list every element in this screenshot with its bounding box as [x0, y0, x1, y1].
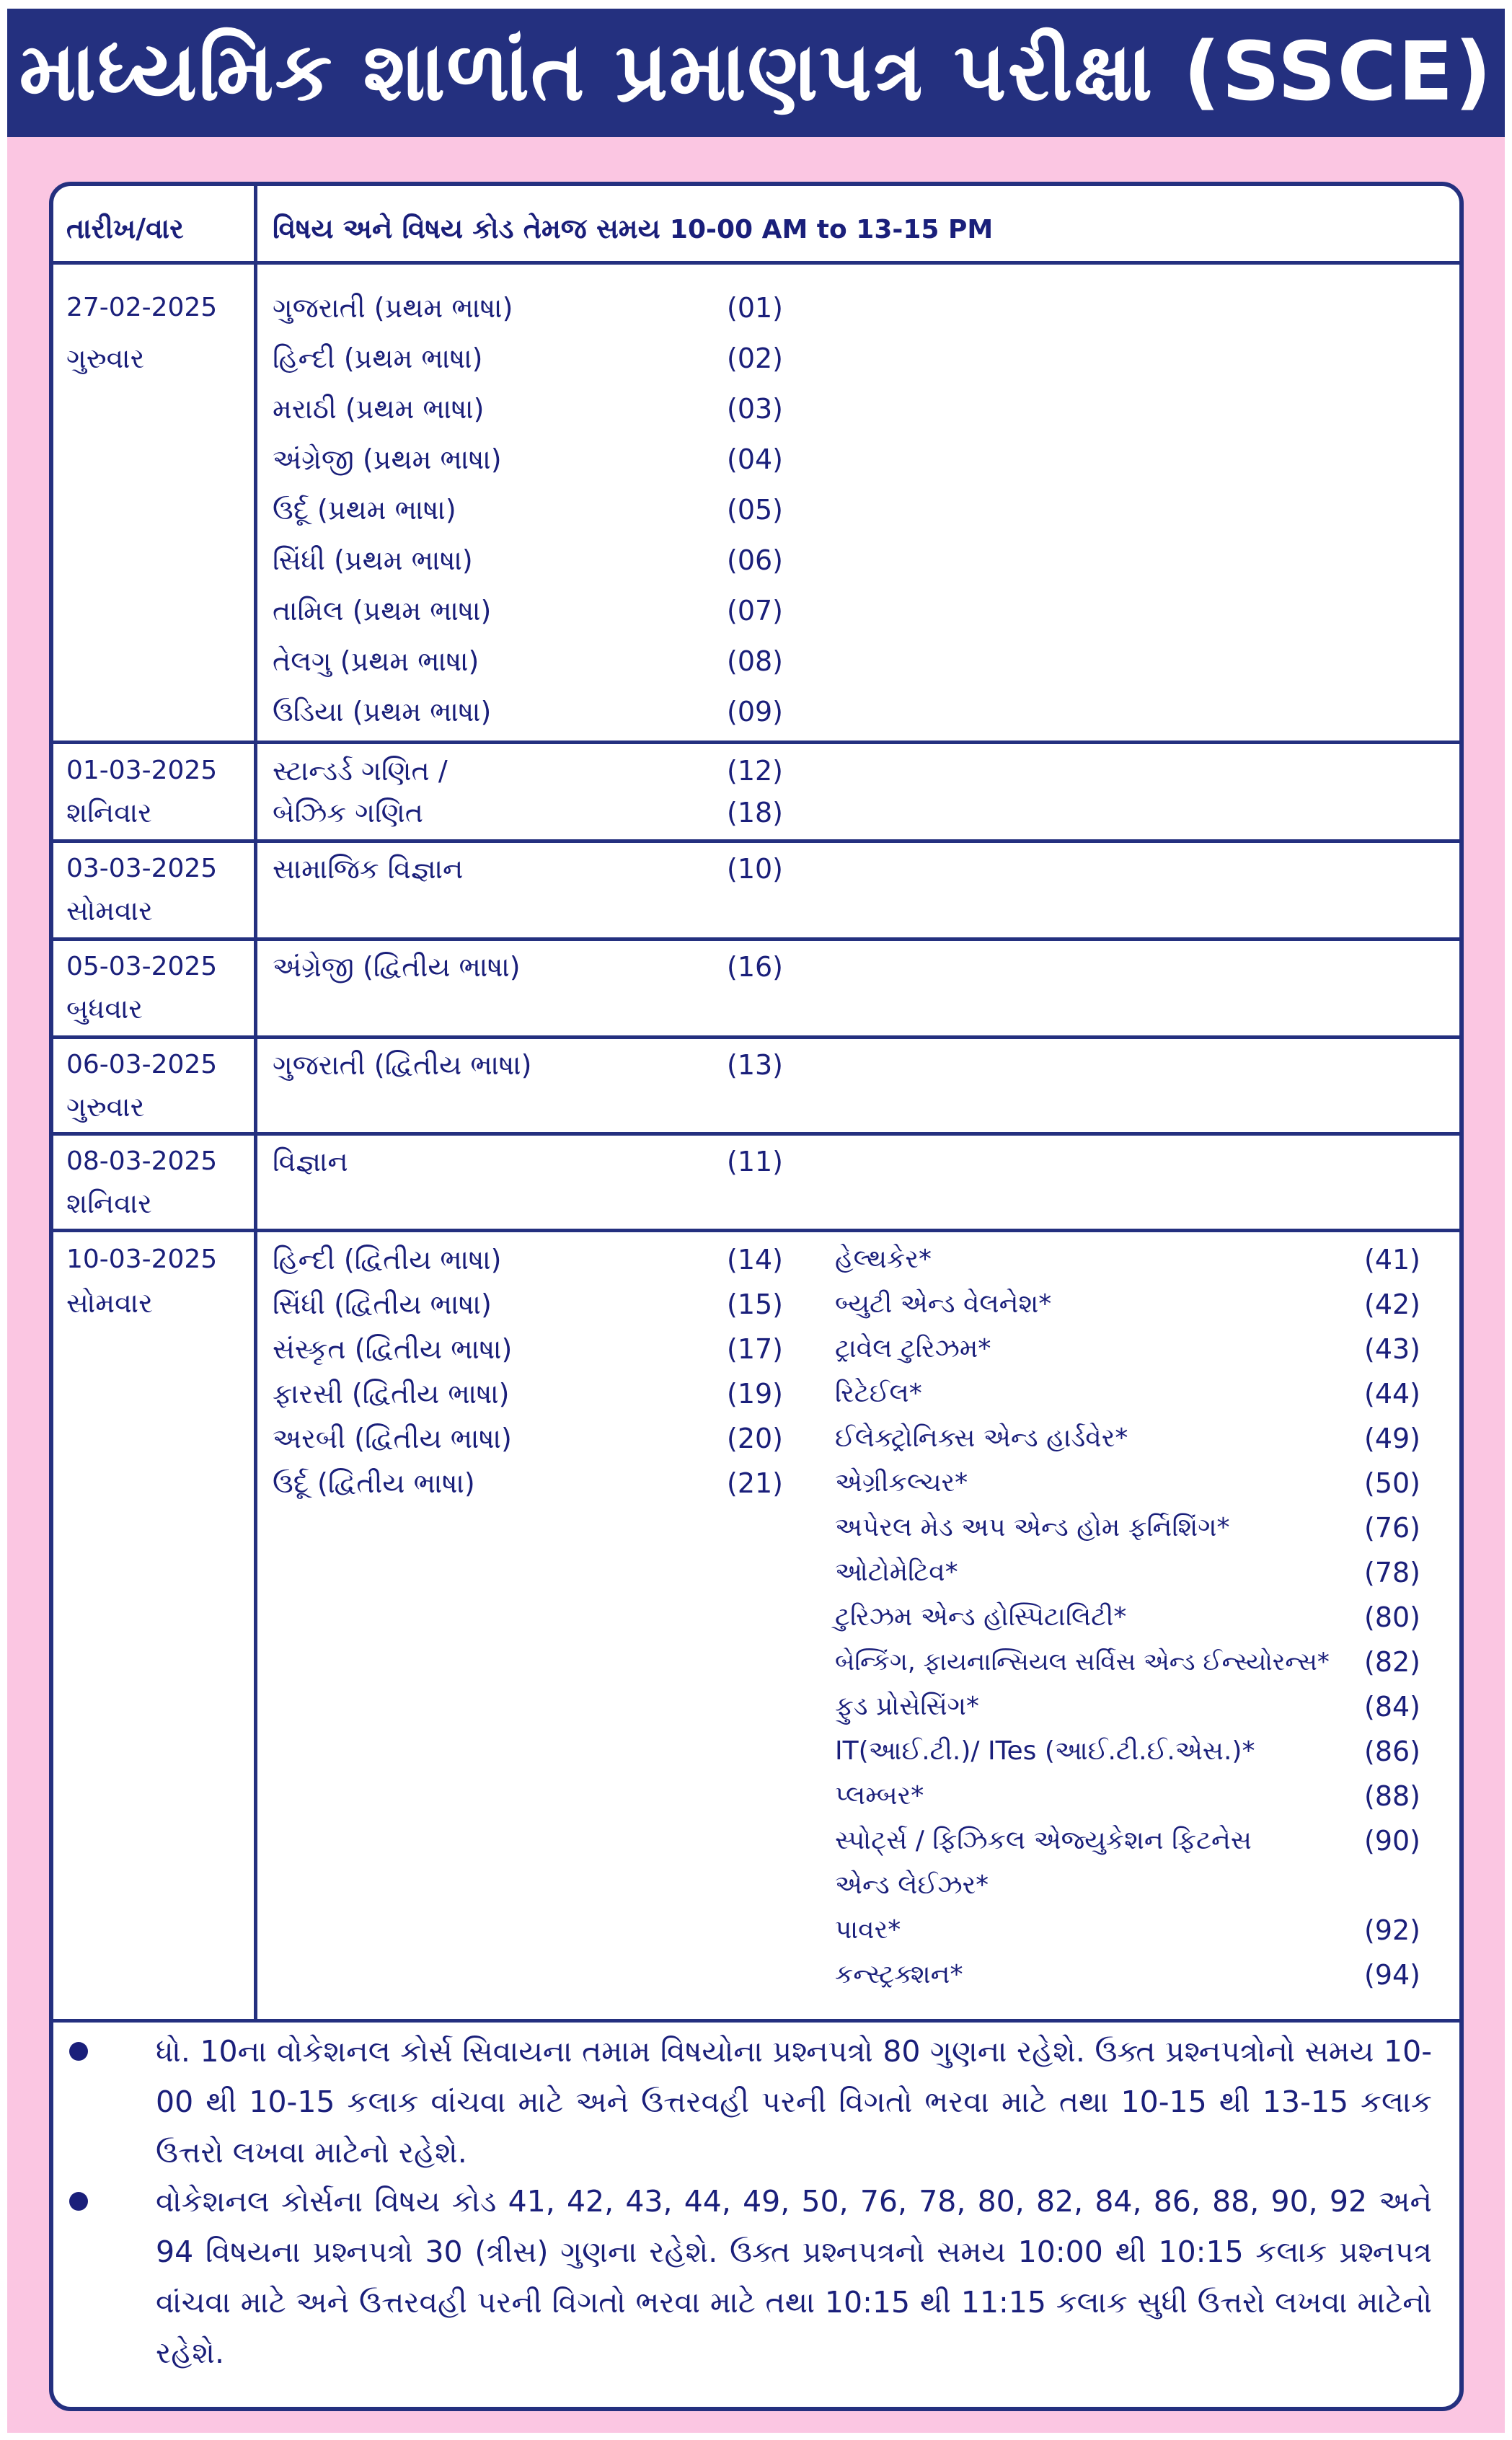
subject-code: (08) — [727, 645, 784, 677]
subject-code: (16) — [727, 951, 784, 983]
subject-name: સિંધી (દ્વિતીય ભાષા) — [273, 1288, 492, 1320]
vocational-subject-code: (50) — [1364, 1467, 1421, 1499]
column-header-date: તારીખ/વાર — [66, 213, 184, 244]
vocational-subject-name: ઓટોમેટિવ* — [835, 1557, 958, 1587]
vocational-subject-name: બેન્કિંગ, ફાયનાન્સિયલ સર્વિસ એન્ડ ઈન્સ્યોરન્સ* — [835, 1648, 1330, 1676]
vocational-subject-name: એગ્રીકલ્ચર* — [835, 1468, 968, 1498]
subject-name: સિંધી (પ્રથમ ભાષા) — [273, 544, 473, 576]
subject-code: (11) — [727, 1146, 784, 1177]
vocational-subject-name: ફુડ પ્રોસેસિંગ* — [835, 1692, 980, 1721]
vocational-subject-name: સ્પોર્ટ્સ / ફિઝિકલ એજ્યુકેશન ફિટનેસ — [835, 1826, 1252, 1855]
subject-name: હિન્દી (પ્રથમ ભાષા) — [273, 342, 483, 374]
vocational-subject-name: પ્લમ્બર* — [835, 1781, 924, 1811]
row-divider — [51, 937, 1462, 941]
vocational-subject-code: (80) — [1364, 1601, 1421, 1633]
subject-name: બેઝિક ગણિત — [273, 797, 423, 828]
vocational-subject-code: (82) — [1364, 1646, 1421, 1678]
column-header-subject — [273, 211, 993, 248]
row-date: 03-03-2025 — [66, 854, 218, 883]
vocational-subject-name: ટ્રાવેલ ટુરિઝમ* — [835, 1334, 991, 1363]
vocational-subject-code: (49) — [1364, 1423, 1421, 1454]
vocational-subject-code: (78) — [1364, 1557, 1421, 1588]
subject-code: (12) — [727, 755, 784, 787]
subject-code: (05) — [727, 494, 784, 526]
row-day: ગુરુવાર — [66, 342, 145, 374]
subject-code: (20) — [727, 1423, 784, 1454]
vocational-subject-name: અપેરલ મેડ અપ એન્ડ હોમ ફર્નિશિંગ* — [835, 1513, 1230, 1542]
row-day: સોમવાર — [66, 895, 153, 927]
vocational-subject-code: (42) — [1364, 1288, 1421, 1320]
subject-name: ફારસી (દ્વિતીય ભાષા) — [273, 1378, 510, 1410]
row-divider — [51, 261, 1462, 265]
vocational-subject-name: હેલ્થકેર* — [835, 1245, 932, 1274]
subject-code: (15) — [727, 1288, 784, 1320]
vocational-subject-name: પાવર* — [835, 1915, 901, 1945]
subject-name: ઉડિયા (પ્રથમ ભાષા) — [273, 696, 492, 728]
row-date: 01-03-2025 — [66, 756, 218, 785]
row-divider — [51, 1132, 1462, 1136]
row-day: સોમવાર — [66, 1287, 153, 1319]
vocational-subject-code: (41) — [1364, 1244, 1421, 1276]
subject-name: અંગ્રેજી (દ્વિતીય ભાષા) — [273, 951, 521, 983]
vocational-subject-name: ટુરિઝમ એન્ડ હોસ્પિટાલિટી* — [835, 1602, 1127, 1632]
subject-code: (14) — [727, 1244, 784, 1276]
subject-code: (18) — [727, 797, 784, 828]
row-divider — [51, 741, 1462, 744]
column-header-subject-label: વિષય અને વિષય કોડ તેમજ સમય — [273, 213, 670, 244]
row-divider — [51, 2019, 1462, 2023]
subject-name: સ્ટાન્ડર્ડ ગણિત / — [273, 755, 448, 787]
subject-code: (19) — [727, 1378, 784, 1410]
subject-name: મરાઠી (પ્રથમ ભાષા) — [273, 393, 485, 425]
subject-name: તેલગુ (પ્રથમ ભાષા) — [273, 645, 479, 677]
subject-name: ઉર્દૂ (દ્વિતીય ભાષા) — [273, 1467, 475, 1499]
subject-code: (09) — [727, 696, 784, 728]
vocational-subject-code: (88) — [1364, 1780, 1421, 1812]
bullet-icon — [69, 2042, 88, 2061]
note-text: વોકેશનલ કોર્સના વિષય કોડ 41, 42, 43, 44, 49, 50, 76, 78, 80, 82, 84, 86, 88, 90, 92 અને 94 વિષયના પ્રશ્નપત્રો 30 (ત્રીસ) ગુણના રહેશે. ઉક્ત પ્રશ્નપત્રનો સમય 10:00 થી 10:15 કલાક પ્રશ્નપત્ર વાંચવા માટે અને ઉત્તરવહી પરની વિગતો ભરવા માટે તથા 10:15 થી 11:15 કલાક સુધી ઉત્તરો લખવા માટેનો રહેશે. — [156, 2184, 1432, 2370]
subject-name: અંગ્રેજી (પ્રથમ ભાષા) — [273, 443, 502, 475]
row-day: શનિવાર — [66, 1188, 152, 1219]
vocational-subject-name: ઈલેક્ટ્રોનિક્સ એન્ડ હાર્ડવેર* — [835, 1423, 1128, 1453]
subject-name: અરબી (દ્વિતીય ભાષા) — [273, 1423, 512, 1454]
subject-code: (06) — [727, 544, 784, 576]
row-date: 08-03-2025 — [66, 1146, 218, 1176]
subject-code: (04) — [727, 443, 784, 475]
subject-code: (13) — [727, 1049, 784, 1081]
subject-name: વિજ્ઞાન — [273, 1146, 348, 1177]
note-text: ધો. 10ના વોકેશનલ કોર્સ સિવાયના તમામ વિષયોના પ્રશ્નપત્રો 80 ગુણના રહેશે. ઉક્ત પ્રશ્નપત્રોનો સમય 10-00 થી 10-15 કલાક વાંચવા માટે અને ઉત્તરવહી પરની વિગતો ભરવા માટે તથા 10-15 થી 13-15 કલાક ઉત્તરો લખવા માટેનો રહેશે. — [156, 2034, 1432, 2170]
vocational-subject-name: એન્ડ લેઈઝર* — [835, 1870, 989, 1900]
vocational-subject-code: (86) — [1364, 1736, 1421, 1767]
vocational-subject-code: (94) — [1364, 1959, 1421, 1991]
row-divider — [51, 839, 1462, 843]
subject-code: (03) — [727, 393, 784, 425]
subject-name: હિન્દી (દ્વિતીય ભાષા) — [273, 1244, 502, 1276]
subject-name: ગુજરાતી (પ્રથમ ભાષા) — [273, 292, 513, 324]
row-divider — [51, 1035, 1462, 1039]
vocational-subject-code: (92) — [1364, 1914, 1421, 1946]
vocational-subject-code: (76) — [1364, 1512, 1421, 1544]
page-title: માધ્યમિક શાળાંત પ્રમાણપત્ર પરીક્ષા (SSCE) — [19, 25, 1493, 119]
subject-code: (01) — [727, 292, 784, 324]
row-day: ગુરુવાર — [66, 1091, 145, 1123]
subject-name: સંસ્કૃત (દ્વિતીય ભાષા) — [273, 1333, 513, 1365]
vocational-subject-name: રિટેઈલ* — [835, 1379, 922, 1408]
row-divider — [51, 1229, 1462, 1232]
vocational-subject-name: કન્સ્ટ્રક્શન* — [835, 1960, 963, 1989]
row-date: 06-03-2025 — [66, 1050, 218, 1079]
header-banner — [7, 9, 1505, 137]
row-date: 27-02-2025 — [66, 293, 218, 322]
subject-name: ગુજરાતી (દ્વિતીય ભાષા) — [273, 1049, 532, 1081]
vocational-subject-code: (84) — [1364, 1691, 1421, 1723]
subject-code: (07) — [727, 595, 784, 627]
subject-name: સામાજિક વિજ્ઞાન — [273, 853, 464, 885]
vocational-subject-name: બ્યુટી એન્ડ વેલનેશ* — [835, 1289, 1052, 1319]
vocational-subject-code: (44) — [1364, 1378, 1421, 1410]
column-divider — [254, 182, 257, 2020]
subject-code: (17) — [727, 1333, 784, 1365]
bullet-icon — [69, 2192, 88, 2211]
subject-name: તામિલ (પ્રથમ ભાષા) — [273, 595, 492, 627]
vocational-subject-name: IT(આઈ.ટી.)/ ITes (આઈ.ટી.ઈ.એસ.)* — [835, 1736, 1255, 1766]
subject-name: ઉર્દૂ (પ્રથમ ભાષા) — [273, 494, 456, 526]
subject-code: (21) — [727, 1467, 784, 1499]
subject-code: (10) — [727, 853, 784, 885]
row-day: શનિવાર — [66, 797, 152, 828]
vocational-subject-code: (90) — [1364, 1825, 1421, 1857]
row-date: 10-03-2025 — [66, 1245, 218, 1274]
vocational-subject-code: (43) — [1364, 1333, 1421, 1365]
row-day: બુધવાર — [66, 993, 143, 1025]
exam-time: 10-00 AM to 13-15 PM — [669, 215, 994, 244]
subject-code: (02) — [727, 342, 784, 374]
row-date: 05-03-2025 — [66, 952, 218, 981]
